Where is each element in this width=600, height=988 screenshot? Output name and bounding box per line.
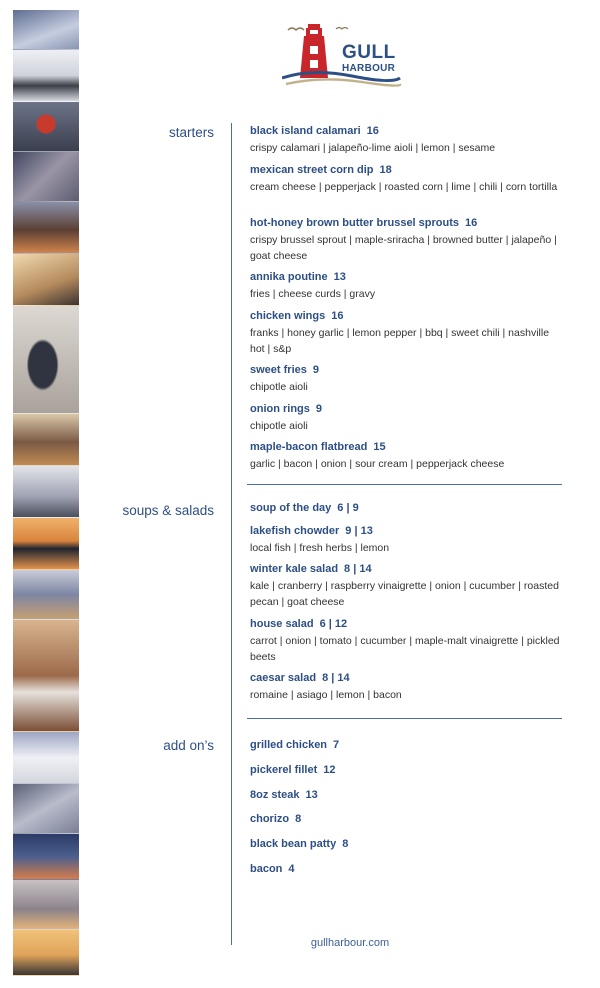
menu-item — [250, 163, 560, 195]
menu-item — [250, 617, 560, 665]
menu-item — [250, 402, 560, 434]
item-description: chipotle aioli — [250, 381, 308, 393]
sunset-photo — [13, 518, 79, 570]
menu-item — [250, 812, 560, 827]
ice-shack-photo — [13, 880, 79, 930]
cabin-dock-photo — [13, 202, 79, 254]
lake-reflection-photo — [13, 570, 79, 620]
item-description: kale | cranberry | raspberry vinaigrette | onion | cucumber | roasted pecan | goat cheese — [250, 580, 559, 608]
item-description: romaine | asiago | lemon | bacon — [250, 689, 402, 701]
item-price: 18 — [379, 164, 392, 176]
photo-strip — [13, 10, 79, 984]
snowmobiles-photo — [13, 50, 79, 102]
dusk-lake-photo — [13, 834, 79, 880]
section-divider-2 — [247, 718, 562, 719]
item-name: chorizo — [250, 813, 290, 825]
item-description: local fish | fresh herbs | lemon — [250, 542, 390, 554]
bedroom-photo — [13, 620, 79, 732]
brand-subname: HARBOUR — [342, 63, 396, 74]
item-price: 6 | 9 — [337, 502, 359, 514]
menu-item — [250, 862, 560, 877]
item-name: caesar salad — [250, 672, 317, 684]
item-name: black bean patty — [250, 838, 337, 850]
item-name: black island calamari — [250, 125, 361, 137]
item-price: 8 | 14 — [322, 672, 350, 684]
item-price: 15 — [373, 441, 386, 453]
item-name: pickerel fillet — [250, 764, 318, 776]
section-title-add-ons: add on’s — [163, 738, 214, 753]
item-price: 4 — [288, 863, 295, 875]
item-name: winter kale salad — [250, 563, 339, 575]
item-name: annika poutine — [250, 271, 328, 283]
menu-item — [250, 124, 560, 156]
lighthouse-sunset-photo — [13, 930, 79, 976]
section-divider-1 — [247, 484, 562, 485]
item-price: 9 — [315, 403, 323, 415]
vertical-divider — [231, 123, 232, 945]
item-description: chipotle aioli — [250, 420, 308, 432]
item-price: 9 | 13 — [345, 525, 373, 537]
menu-item — [250, 440, 560, 472]
item-price: 8 — [342, 838, 349, 850]
bird-on-branch-photo — [13, 306, 79, 414]
section-title-soups-salads: soups & salads — [122, 503, 214, 518]
item-name: chicken wings — [250, 310, 326, 322]
item-description: crispy brussel sprout | maple-sriracha | browned butter | jalapeño | goat cheese — [250, 234, 557, 262]
menu-item — [250, 363, 560, 395]
item-price: 6 | 12 — [319, 618, 348, 630]
gull-harbour-logo — [282, 20, 402, 92]
item-price: 8 — [295, 813, 302, 825]
item-description: fries | cheese curds | gravy — [250, 288, 376, 300]
item-name: grilled chicken — [250, 739, 328, 751]
item-price: 8 | 14 — [344, 563, 372, 575]
item-name: maple-bacon flatbread — [250, 441, 368, 453]
item-description: crispy calamari | jalapeño-lime aioli | lemon | sesame — [250, 142, 496, 154]
rock-cliff-photo — [13, 152, 79, 202]
item-name: 8oz steak — [250, 789, 300, 801]
menu-item — [250, 837, 560, 852]
item-description: cream cheese | pepperjack | roasted corn | lime | chili | corn tortilla — [250, 181, 558, 193]
item-price: 12 — [323, 764, 336, 776]
menu-item — [250, 788, 560, 803]
website-link[interactable]: gullharbour.com — [310, 937, 390, 949]
item-description: carrot | onion | tomato | cucumber | maple-malt vinaigrette | pickled beets — [250, 635, 560, 663]
menu-item — [250, 671, 560, 703]
item-name: sweet fries — [250, 364, 307, 376]
lodge-building-photo — [13, 414, 79, 466]
item-name: bacon — [250, 863, 283, 875]
menu-item — [250, 216, 560, 264]
menu-item — [250, 309, 560, 357]
item-name: hot-honey brown butter brussel sprouts — [250, 217, 460, 229]
menu-item — [250, 763, 560, 778]
snowmobile-rider-photo — [13, 254, 79, 306]
menu-item — [250, 524, 560, 556]
item-price: 13 — [333, 271, 346, 283]
section-title-starters: starters — [168, 125, 214, 140]
brand-name: GULL — [342, 42, 396, 63]
item-price: 16 — [465, 217, 478, 229]
item-description: garlic | bacon | onion | sour cream | pepperjack cheese — [250, 458, 505, 470]
menu-item — [250, 562, 560, 610]
menu-item — [250, 501, 560, 516]
item-price: 16 — [366, 125, 379, 137]
item-price: 13 — [305, 789, 318, 801]
item-price: 16 — [331, 310, 344, 322]
ice-road-photo — [13, 784, 79, 834]
item-name: house salad — [250, 618, 314, 630]
item-price: 9 — [312, 364, 319, 376]
item-name: onion rings — [250, 403, 310, 415]
item-price: 7 — [333, 739, 340, 751]
item-name: lakefish chowder — [250, 525, 340, 537]
item-name: soup of the day — [250, 502, 332, 514]
menu-item — [250, 270, 560, 302]
item-description: franks | honey garlic | lemon pepper | bbq | sweet chili | nashville hot | s&p — [250, 327, 550, 355]
item-name: mexican street corn dip — [250, 164, 374, 176]
menu-item — [250, 738, 560, 753]
frozen-lake-photo — [13, 10, 79, 50]
